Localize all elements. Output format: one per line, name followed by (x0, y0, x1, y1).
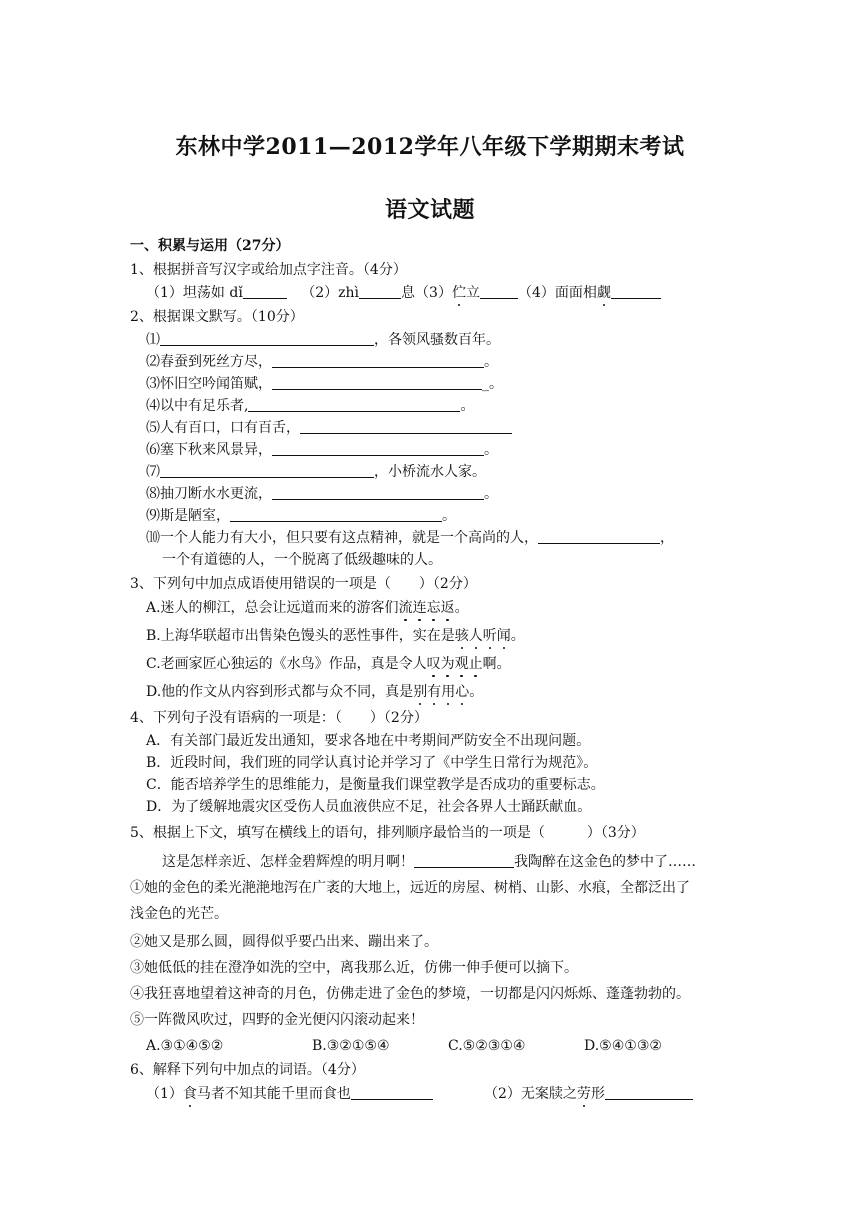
emphasis-char: 有 (427, 684, 442, 700)
q4-option-c[interactable]: C．能否培养学生的思维能力，是衡量我们课堂教学是否成功的重要标志。 (146, 777, 605, 793)
q6-item-1-text: 马者不知其能千里而食也 (196, 1086, 351, 1102)
emphasis-char: 心 (455, 684, 470, 700)
q2-line-8 (146, 484, 498, 504)
q6-item-1-num: （1） (146, 1086, 183, 1102)
q1-item-2-tail: 息（3） (401, 285, 452, 301)
q6-item-2 (484, 1084, 693, 1104)
q2-blank-5[interactable] (300, 419, 512, 434)
q6-item-2-dotted: 劳 (576, 1086, 591, 1102)
q5-option-d[interactable]: D.⑤④①③② (584, 1038, 662, 1054)
q5-sentence-4: ④我狂喜地望着这神奇的月色，仿佛走进了金色的梦境，一切都是闪闪烁烁、蓬蓬勃勃的。 (130, 986, 690, 1002)
q2-line-7-text: ，小桥流水人家。 (374, 464, 486, 480)
question-3-stem: 3、下列句中加点成语使用错误的一项是（ ）（2分） (130, 576, 477, 592)
question-6-stem: 6、解释下列句中加点的词语。（4分） (130, 1062, 365, 1078)
q3-option-b-text: B.上海华联超市出售染色馒头的恶性事件，实在是 (146, 628, 455, 644)
q2-blank-4[interactable] (248, 397, 460, 412)
q2-blank-9[interactable] (230, 507, 442, 522)
q3-option-c-text: C.老画家匠心独运的《水鸟》作品，真是令人 (146, 656, 427, 672)
q2-blank-8[interactable] (272, 485, 484, 500)
q5-intro-tail: 我陶醉在这金色的梦中了…… (514, 854, 696, 870)
q5-sentence-1: ①她的金色的柔光滟滟地泻在广袤的大地上，远近的房屋、树梢、山影、水痕，全都泛出了 (130, 880, 690, 896)
q2-line-10 (146, 528, 674, 548)
exam-subtitle: 语文试题 (384, 197, 475, 223)
q2-line-4-end: 。 (460, 398, 475, 414)
q5-sentence-2: ②她又是那么圆，圆得似乎要凸出来、蹦出来了。 (130, 934, 438, 950)
emphasis-char: 人 (468, 628, 483, 644)
q3-option-a-idiom (399, 600, 455, 616)
q2-line-9-end: 。 (442, 508, 456, 524)
question-2-stem: 2、根据课文默写。（10分） (130, 309, 304, 325)
q6-item-2-text: （2）无案牍之 (484, 1086, 577, 1102)
q2-line-6 (146, 440, 498, 460)
q1-item-2: （2）zhì (301, 285, 360, 301)
q5-sentence-3: ③她低低的挂在澄净如洗的空中，离我那么近，仿佛一伸手便可以摘下。 (130, 960, 578, 976)
q5-option-c[interactable]: C.⑤②③①④ (448, 1038, 526, 1054)
emphasis-char: 叹 (426, 656, 441, 672)
q3-option-d-end: 。 (469, 684, 484, 700)
q3-b-dotted (455, 628, 511, 644)
q3-option-b-end: 。 (510, 628, 525, 644)
q1-item-1: （1）坦荡如 dǐ (146, 285, 243, 301)
q1-blank-2[interactable] (359, 284, 401, 299)
q2-line-2-end: 。 (484, 354, 498, 370)
q2-line-8-end: 。 (484, 486, 498, 502)
q3-option-b[interactable] (146, 626, 525, 646)
q5-option-b[interactable]: B.③②①⑤④ (312, 1038, 390, 1054)
q2-line-5-text: ⑸人有百口，口有百舌， (146, 420, 300, 436)
emphasis-char: 连 (412, 600, 427, 616)
q3-d-dotted (413, 684, 469, 700)
emphasis-char: 返 (440, 600, 455, 616)
q2-line-6-end: 。 (484, 442, 498, 458)
emphasis-char: 闻 (496, 628, 511, 644)
q4-option-a[interactable]: A．有关部门最近发出通知，要求各地在中考期间严防安全不出现问题。 (146, 733, 591, 749)
q2-line-2 (146, 352, 498, 372)
q2-blank-3[interactable] (272, 375, 482, 390)
q2-line-7-num: ⑺ (146, 464, 160, 480)
question-1-items (146, 283, 661, 303)
q2-blank-6[interactable] (272, 441, 484, 456)
q6-blank-1[interactable] (351, 1085, 433, 1100)
q4-option-d[interactable]: D．为了缓解地震灾区受伤人员血液供应不足，社会各界人士踊跃献血。 (146, 799, 592, 815)
q6-item-2-tail: 形 (590, 1086, 605, 1102)
q2-line-1-num: ⑴ (146, 332, 160, 348)
question-5-stem: 5、根据上下文，填写在横线上的语句，排列顺序最恰当的一项是（ ）（3分） (130, 825, 645, 841)
q3-option-a-text: A.迷人的柳江，总会让远道而来的游客们 (146, 600, 399, 616)
q2-line-10-end: ， (660, 530, 674, 546)
q1-item-4: （4）面面相 (517, 285, 597, 301)
q2-line-6-text: ⑹塞下秋来风景异， (146, 442, 272, 458)
q3-option-a-end: 。 (454, 600, 469, 616)
emphasis-char: 听 (482, 628, 497, 644)
section-heading: 一、积累与运用（27分） (130, 238, 290, 254)
exam-title: 东林中学2011—2012学年八年级下学期期末考试 (175, 134, 685, 160)
q2-line-7 (146, 462, 486, 482)
emphasis-char: 别 (413, 684, 428, 700)
question-1-stem: 1、根据拼音写汉字或给加点字注音。（4分） (130, 262, 407, 278)
q2-blank-10[interactable] (538, 529, 660, 544)
emphasis-char: 骇 (454, 628, 469, 644)
q5-sentence-1-cont: 浅金色的光芒。 (130, 906, 228, 922)
q2-line-5 (146, 418, 512, 438)
q5-intro-text: 这是怎样亲近、怎样金碧辉煌的明月啊！ (162, 854, 414, 870)
q1-blank-4[interactable] (611, 284, 661, 299)
q3-option-d[interactable] (146, 682, 483, 702)
q6-item-1-dotted: 食 (182, 1086, 197, 1102)
q2-blank-7[interactable] (160, 463, 374, 478)
q5-option-a[interactable]: A.③①④⑤② (146, 1038, 224, 1054)
q2-line-9-text: ⑼斯是陋室， (146, 508, 230, 524)
q2-line-3-end: _。 (482, 376, 503, 392)
emphasis-char: 观 (454, 656, 469, 672)
q4-option-b[interactable]: B．近段时间，我们班的同学认真讨论并学习了《中学生日常行为规范》。 (146, 755, 598, 771)
q2-line-3-text: ⑶怀旧空吟闻笛赋， (146, 376, 272, 392)
q2-blank-2[interactable] (272, 353, 484, 368)
emphasis-char: 流 (398, 600, 413, 616)
q6-item-1 (146, 1084, 433, 1104)
q3-c-dotted (427, 656, 483, 672)
q2-line-4-text: ⑷以中有足乐者, (146, 398, 249, 414)
q1-dotted-char-4: 觑 (596, 285, 611, 301)
q2-line-10-cont: 一个有道德的人，一个脱离了低级趣味的人。 (162, 552, 442, 568)
question-4-stem: 4、下列句子没有语病的一项是：（ ）（2分） (130, 710, 428, 726)
q2-line-10-text: ⑽一个人能力有大小，但只要有这点精神，就是一个高尚的人， (146, 530, 538, 546)
q2-line-3 (146, 374, 503, 394)
q1-blank-3[interactable] (480, 284, 518, 299)
q2-line-8-text: ⑻抽刀断水水更流， (146, 486, 272, 502)
q1-item-3-tail: 立 (465, 285, 480, 301)
q2-line-2-text: ⑵春蚕到死丝方尽， (146, 354, 272, 370)
emphasis-char: 止 (468, 656, 483, 672)
q5-blank[interactable] (414, 853, 514, 868)
q5-sentence-5: ⑤一阵微风吹过，四野的金光便闪闪滚动起来！ (130, 1012, 424, 1028)
q3-option-c[interactable] (146, 654, 511, 674)
q3-option-c-end: 啊。 (482, 656, 511, 672)
q3-a-dotted (399, 600, 455, 616)
emphasis-char: 为 (440, 656, 455, 672)
q1-blank-1[interactable] (243, 284, 287, 299)
q1-dotted-char-3: 伫 (451, 285, 466, 301)
q3-option-d-text: D.他的作文从内容到形式都与众不同，真是 (146, 684, 414, 700)
q2-line-1 (146, 330, 500, 350)
emphasis-char: 忘 (426, 600, 441, 616)
q2-line-9 (146, 506, 456, 526)
q2-line-1-text: ，各领风骚数百年。 (374, 332, 500, 348)
q6-blank-2[interactable] (605, 1085, 693, 1100)
q2-blank-1[interactable] (160, 331, 374, 346)
q2-line-4 (146, 396, 474, 416)
q5-passage-intro (162, 852, 696, 872)
q3-option-a[interactable] (146, 598, 469, 618)
emphasis-char: 用 (441, 684, 456, 700)
